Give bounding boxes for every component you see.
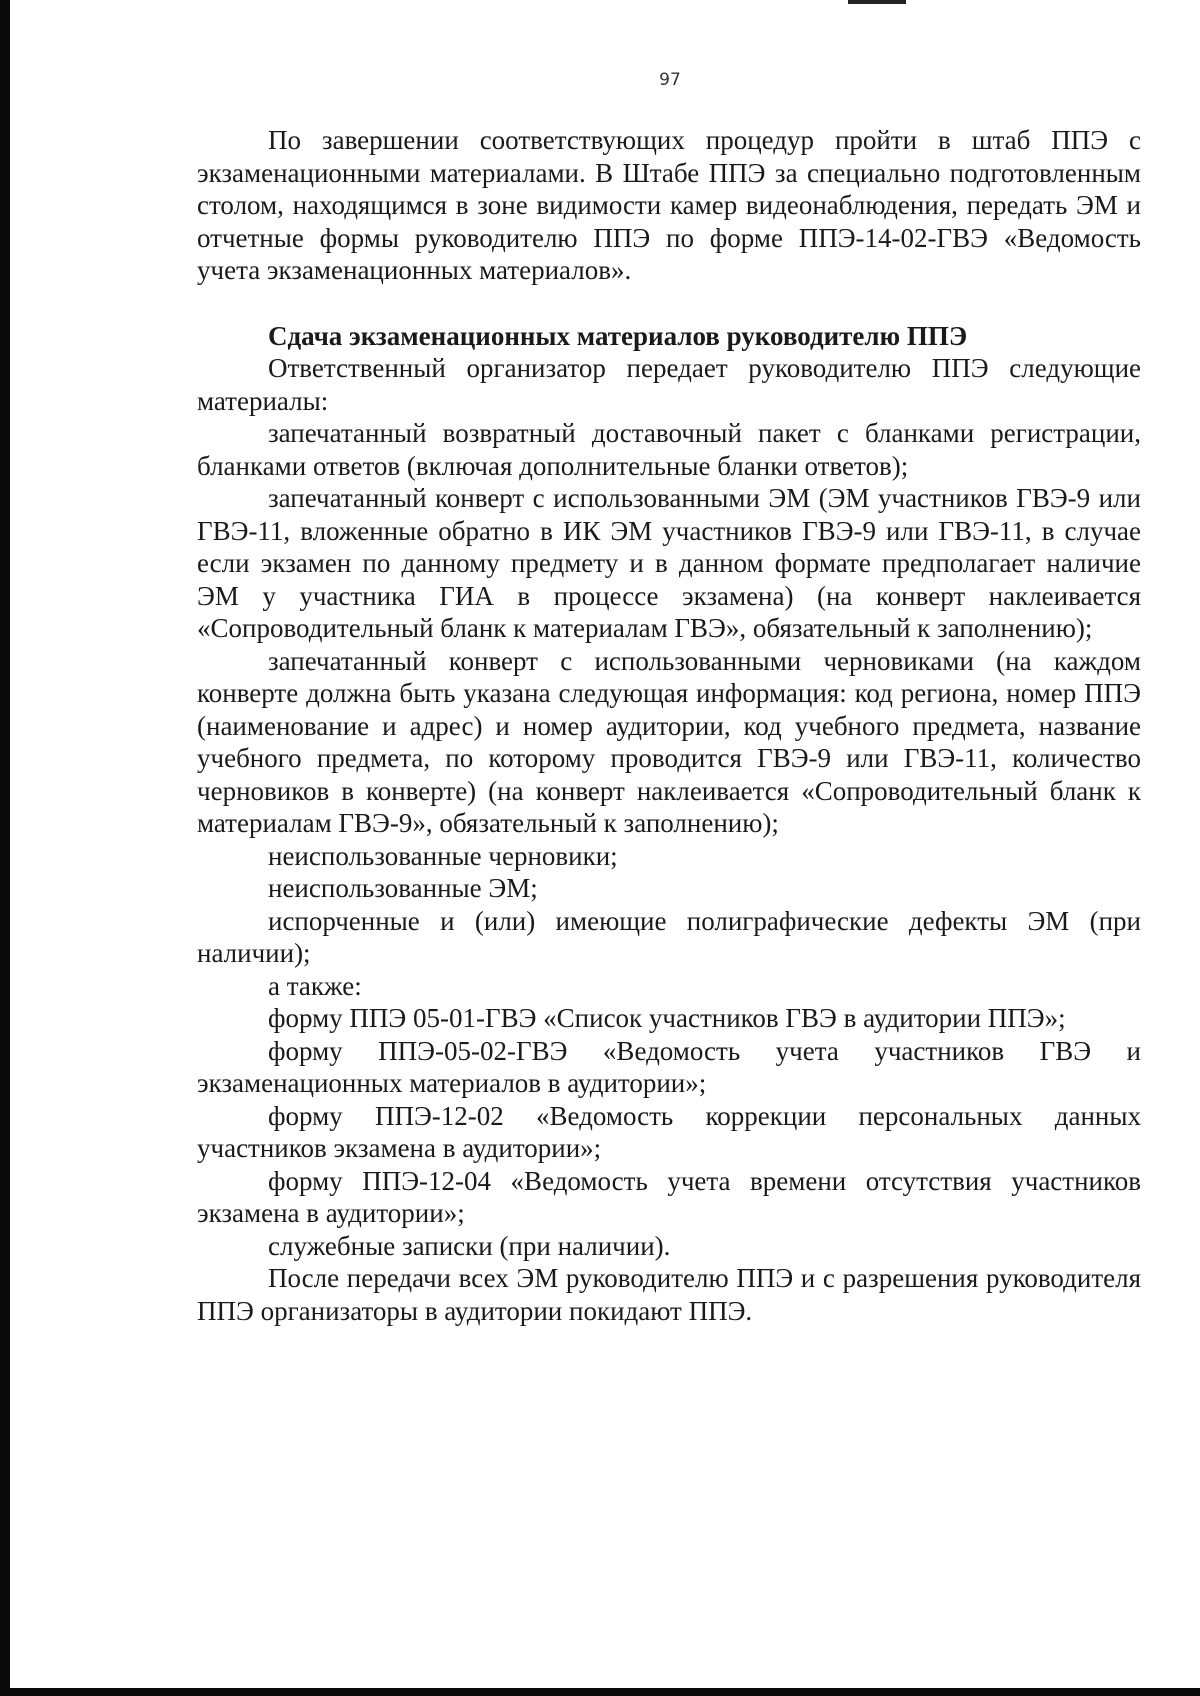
list-item-form-05-02: форму ППЭ-05-02-ГВЭ «Ведомость учета участников ГВЭ и экзаменационных материалов в аудитории»; xyxy=(197,1035,1141,1098)
list-item-used-em-envelope: запечатанный конверт с использованными ЭМ (ЭМ участников ГВЭ-9 или ГВЭ-11, вложенные обратно в ИК ЭМ участников ГВЭ-9 или ГВЭ-11, в случае если экзамен по данному предмету и в данном формате предполагает наличие ЭМ у участника ГИА в процессе экзамена) (на конверт наклеивается «Сопроводительный бланк к материалам ГВЭ», обязательный к заполнению); xyxy=(197,483,1141,643)
list-item-form-12-04: форму ППЭ-12-04 «Ведомость учета времени отсутствия участников экзамена в аудитории»; xyxy=(197,1165,1141,1228)
closing-paragraph: После передачи всех ЭМ руководителю ППЭ и с разрешения руководителя ППЭ организаторы в аудитории покидают ППЭ. xyxy=(197,1263,1141,1326)
list-item-defective-em: испорченные и (или) имеющие полиграфические дефекты ЭМ (при наличии); xyxy=(197,905,1141,968)
scan-border-left xyxy=(0,0,10,1696)
list-item-drafts-envelope: запечатанный конверт с использованными черновиками (на каждом конверте должна быть указана следующая информация: код региона, номер ППЭ (наименование и адрес) и номер аудитории, код учебного предмета, название учебного предмета, по которому проводится ГВЭ-9 или ГВЭ-11, количество черновиков в конверте) (на конверт наклеивается «Сопроводительный бланк к материалам ГВЭ-9», обязательный к заполнению); xyxy=(197,645,1141,838)
list-item-also: а также: xyxy=(268,970,362,1001)
page-number: 97 xyxy=(659,70,681,90)
list-item-unused-em: неиспользованные ЭМ; xyxy=(268,873,538,903)
scan-mark-top xyxy=(848,0,906,4)
document-body xyxy=(197,124,1141,1327)
scan-border-bottom xyxy=(0,1688,1200,1696)
paragraph-materials: Ответственный организатор передает руководителю ППЭ следующие материалы: xyxy=(197,353,1141,416)
list-item-form-05-01: форму ППЭ 05-01-ГВЭ «Список участников ГВЭ в аудитории ППЭ»; xyxy=(268,1003,1066,1033)
list-item-memos: служебные записки (при наличии). xyxy=(268,1230,671,1261)
list-item-unused-drafts: неиспользованные черновики; xyxy=(268,840,618,871)
list-item-return-package: запечатанный возвратный доставочный пакет с бланками регистрации, бланками ответов (включая дополнительные бланки ответов); xyxy=(197,418,1141,481)
section-gap xyxy=(197,287,1141,320)
section-heading: Сдача экзаменационных материалов руководителю ППЭ xyxy=(268,320,968,351)
intro-paragraph: По завершении соответствующих процедур пройти в штаб ППЭ с экзаменационными материалами. В Штабе ППЭ за специально подготовленным столом, находящимся в зоне видимости камер видеонаблюдения, передать ЭМ и отчетные формы руководителю ППЭ по форме ППЭ-14-02-ГВЭ «Ведомость учета экзаменационных материалов». xyxy=(197,125,1141,285)
list-item-form-12-02: форму ППЭ-12-02 «Ведомость коррекции персональных данных участников экзамена в аудитории»; xyxy=(197,1100,1141,1163)
